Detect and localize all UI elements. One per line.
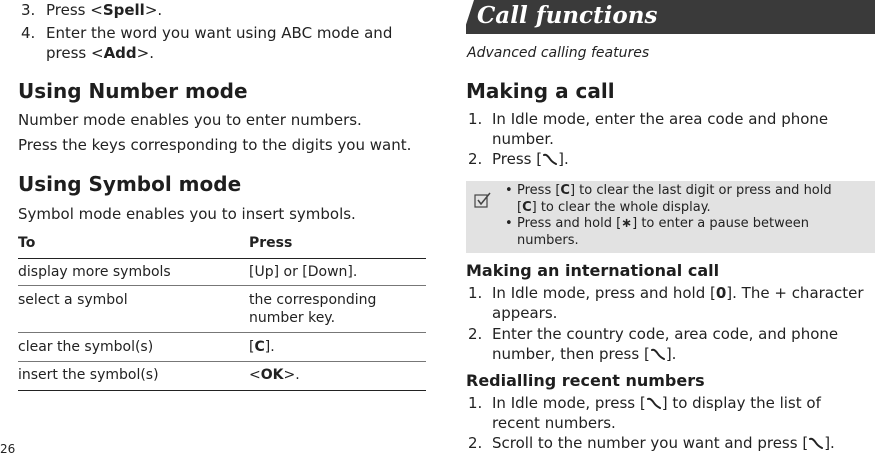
intl-step-1: 1. In Idle mode, press and hold [0]. The + character appears.	[468, 284, 864, 322]
table-cell: the corresponding	[249, 292, 377, 308]
table-header-to: To	[18, 235, 36, 251]
table-cell: select a symbol	[18, 292, 128, 308]
table-cell: display more symbols	[18, 264, 171, 280]
making-call-step-2: 2. Press [ ].	[468, 150, 569, 168]
table-cell: insert the symbol(s)	[18, 367, 159, 383]
step-4-line1: Enter the word you want using ABC mode and	[46, 24, 393, 42]
table-cell: [Up] or [Down].	[249, 264, 358, 280]
table-rule	[18, 390, 426, 391]
section-subtitle: Advanced calling features	[467, 45, 650, 61]
ok-key: OK	[260, 367, 284, 383]
intl-step-2: 2. Enter the country code, area code, and phone number, then press [ ].	[468, 325, 839, 363]
number-mode-p2: Press the keys corresponding to the digits you want.	[18, 136, 412, 154]
table-header-press: Press	[249, 235, 293, 251]
step-3-text: Press <	[46, 1, 103, 19]
note-bullet-dot: •	[505, 183, 513, 198]
section-title: Call functions	[477, 2, 658, 29]
send-key-icon	[646, 397, 662, 410]
heading-international-call: Making an international call	[466, 261, 720, 280]
spell-key: Spell	[102, 1, 145, 19]
heading-symbol-mode: Using Symbol mode	[18, 172, 242, 196]
add-key: Add	[103, 44, 137, 62]
table-cell: number key.	[249, 310, 336, 326]
table-cell: clear the symbol(s)	[18, 339, 154, 355]
note-bullet-2-cont: numbers.	[517, 233, 579, 248]
note-bullet-1-cont: [C] to clear the whole display.	[517, 200, 711, 215]
heading-making-call: Making a call	[466, 79, 615, 103]
table-rule	[18, 258, 426, 259]
table-cell: [C].	[249, 339, 275, 355]
note-bullet-dot: •	[505, 216, 513, 231]
heading-redialling: Redialling recent numbers	[466, 371, 705, 390]
symbol-mode-p1: Symbol mode enables you to insert symbols.	[18, 205, 356, 223]
making-call-step-1: 1. In Idle mode, enter the area code and phone number.	[468, 110, 829, 148]
table-rule	[18, 332, 426, 333]
page-number: 26	[0, 442, 16, 456]
send-key-icon	[542, 153, 558, 166]
checkbox-note-icon	[474, 191, 492, 209]
redial-step-2: 2. Scroll to the number you want and press [ ].	[468, 434, 835, 452]
table-rule	[18, 285, 426, 286]
c-key: C	[254, 339, 265, 355]
heading-number-mode: Using Number mode	[18, 79, 248, 103]
table-rule	[18, 361, 426, 362]
note-bullet-1: Press [C] to clear the last digit or press and hold	[517, 183, 832, 198]
send-key-icon	[808, 437, 824, 450]
table-cell: <OK>.	[249, 367, 300, 383]
redial-step-1: 1. In Idle mode, press [ ] to display the list of recent numbers.	[468, 394, 821, 432]
number-mode-p1: Number mode enables you to enter numbers.	[18, 111, 362, 129]
star-key-icon: ∗	[621, 216, 633, 231]
note-bullet-2: Press and hold [∗] to enter a pause between	[517, 216, 809, 231]
send-key-icon	[650, 348, 666, 361]
